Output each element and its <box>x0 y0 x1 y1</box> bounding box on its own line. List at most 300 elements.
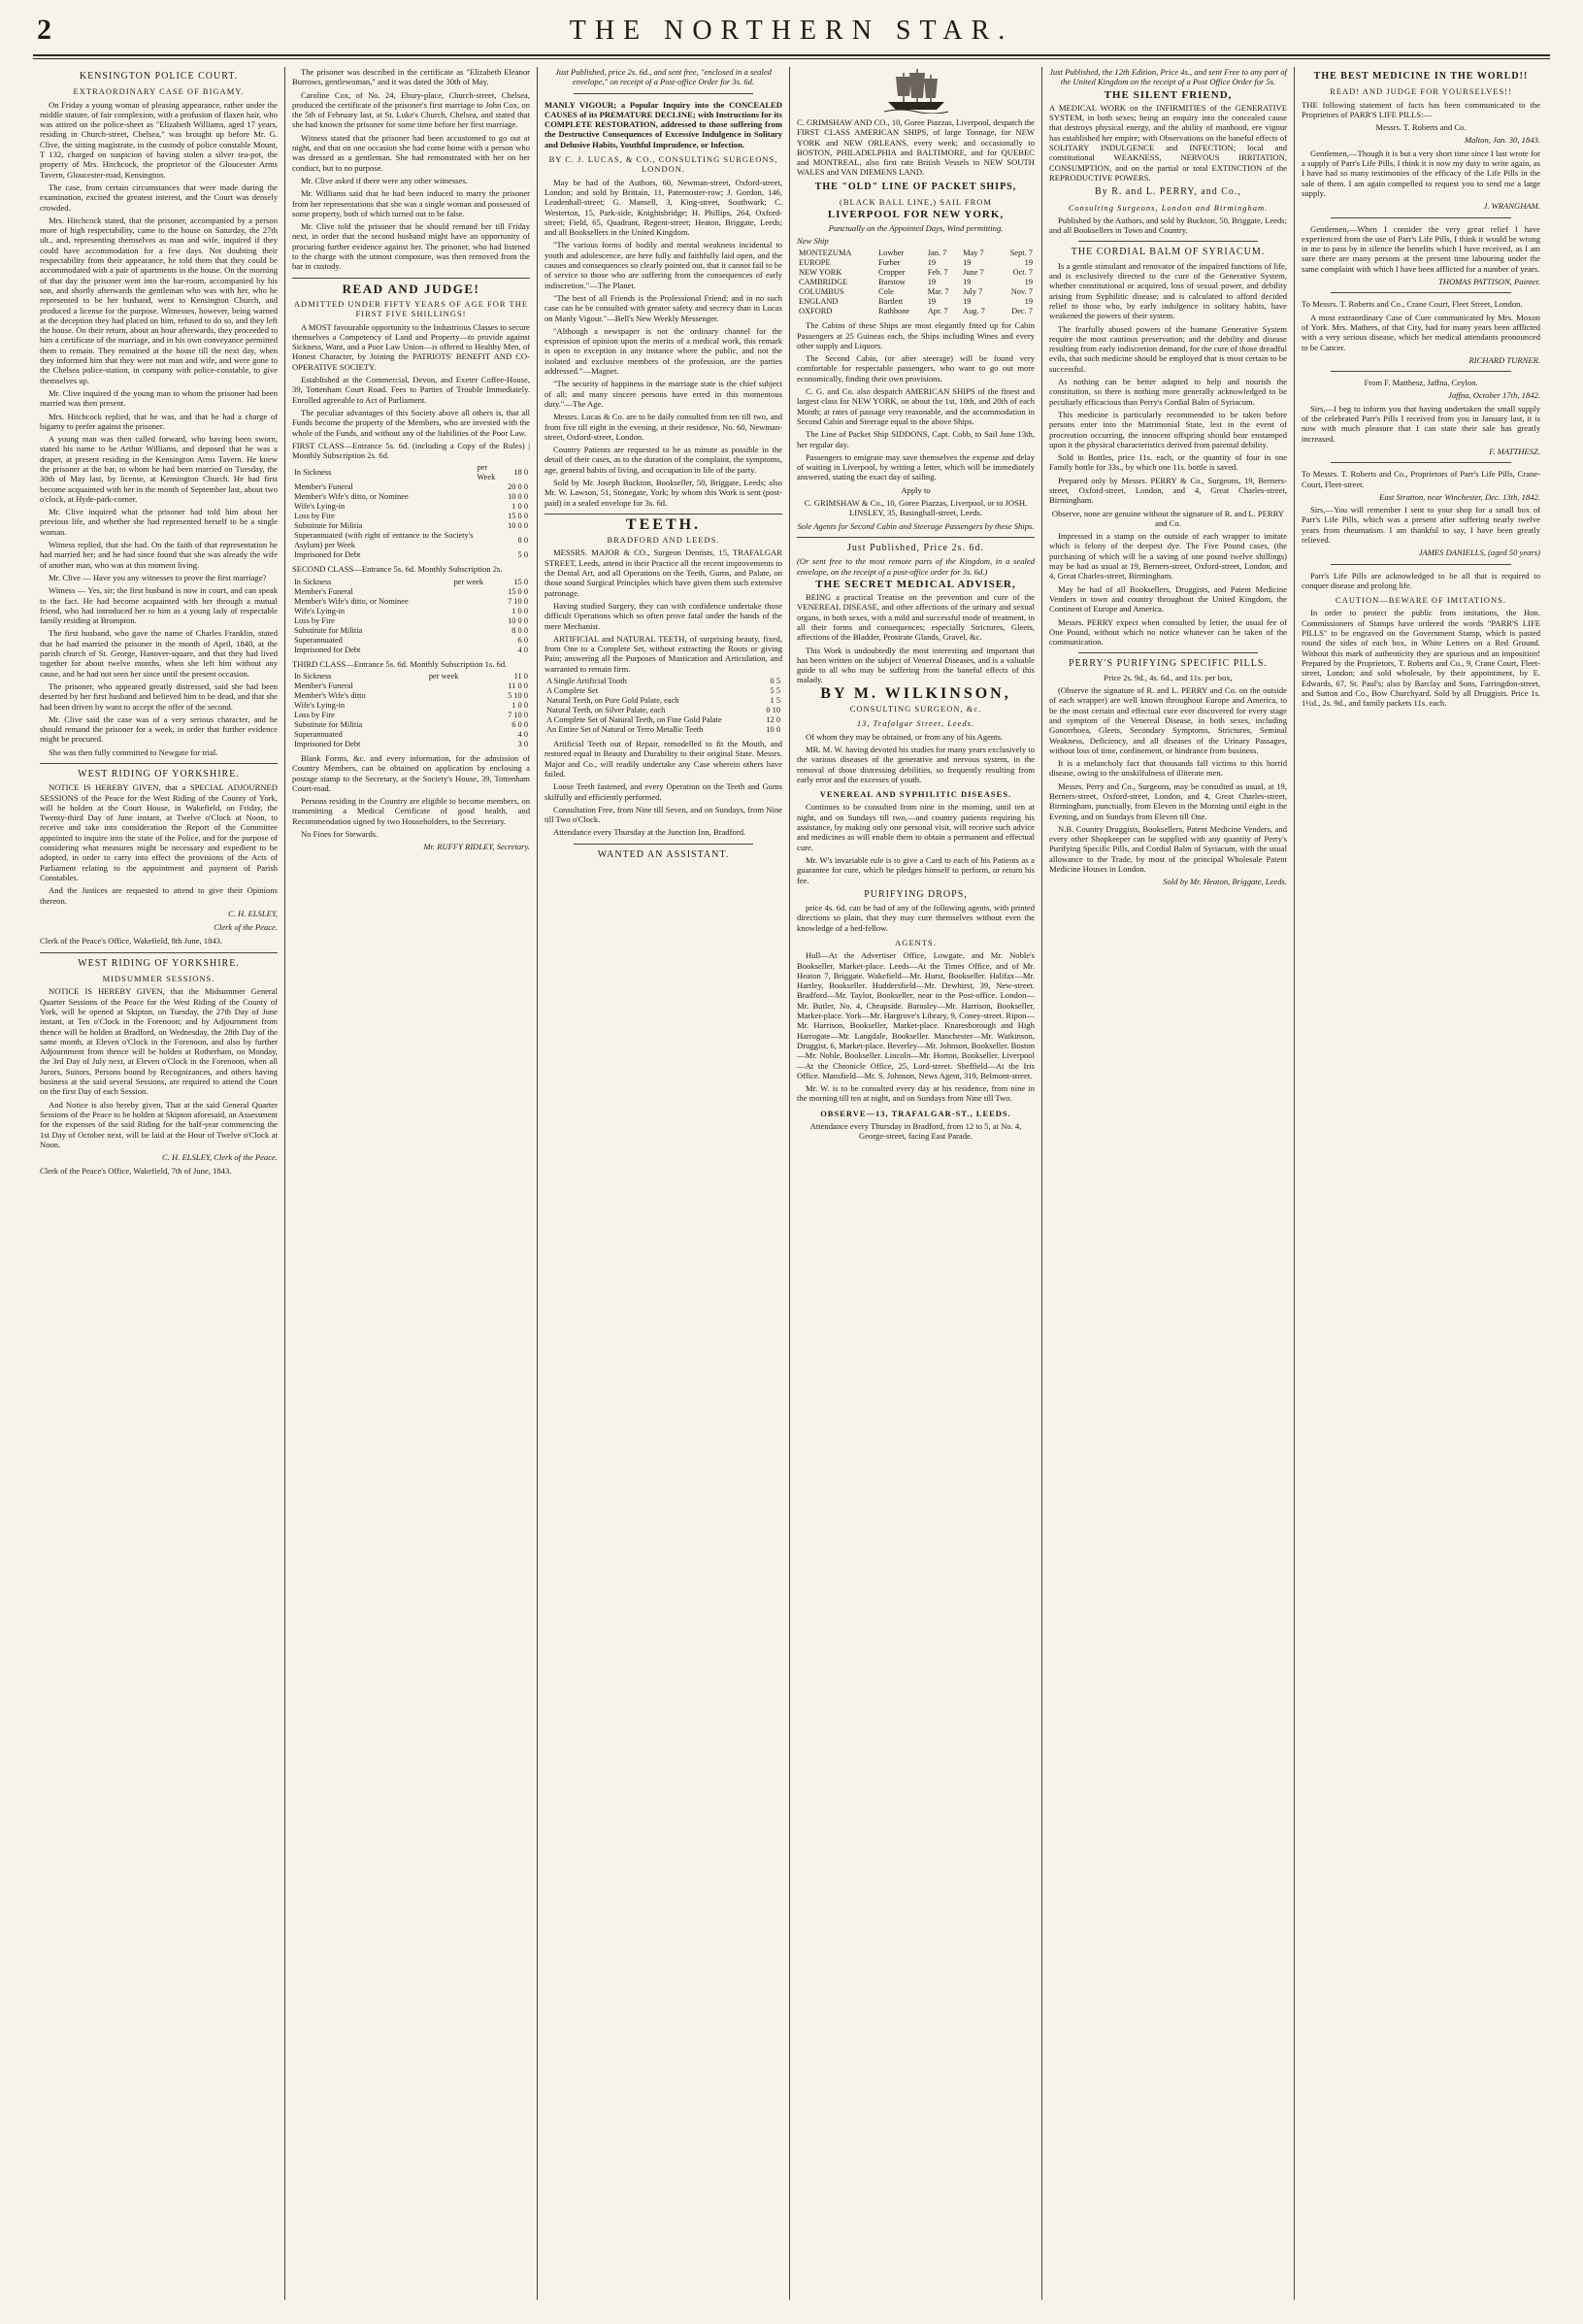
paragraph: Witness stated that the prisoner had been accustomed to go out at night, and that on one occasion she had come home with a person who was dressed as a gentleman. She had remonstrated with her on her conduct, but to no purpose. <box>292 132 530 173</box>
table-cell <box>475 521 506 531</box>
table-cell: per Week <box>477 463 496 482</box>
fee-row <box>292 587 530 597</box>
table-cell: OXFORD <box>799 307 833 316</box>
fee-row <box>292 636 530 646</box>
table-cell: Bartlett <box>878 297 904 307</box>
table-cell: 19 <box>963 258 972 268</box>
teeth-heading: TEETH. <box>625 515 702 533</box>
table-cell: Dec. 7 <box>1011 307 1033 316</box>
book-price: Just Published, Price 2s. 6d. <box>847 542 984 553</box>
table-cell: 4 0 <box>517 729 528 739</box>
ad-paragraph: Established at the Commercial, Devon, and Exeter Coffee-House, 39, Tottenham Court Road. Fees to Parties of Trouble Immediately. Enrolled agreeable to Act of Parliament. <box>292 375 530 405</box>
packet-line-heading: THE "OLD" LINE OF PACKET SHIPS, <box>814 181 1017 192</box>
column-2 <box>285 67 538 2300</box>
letter-body: Gentlemen,—When I consider the very great relief I have experienced from the use of Parr's Life Pills, I think it would be wrong in me to pass by in silence the benefits which I have received, as I am sure there are many persons at the present time labouring under the same complaint with which I have been afflicted for a number of years. <box>1302 223 1540 274</box>
ad-paragraph: "The various forms of bodily and mental weakness incidental to youth and adolescence, are here fully and faithfully laid open, and the causes and consequences so clearly pointed out, that it cannot fail to be of service to those who are suffering from the consequences of early indiscretion."—The Planet. <box>544 240 782 290</box>
notice-paragraph: NOTICE IS HEREBY GIVEN, that the Midsummer General Quarter Sessions of the Peace for the West Riding of the County of York, will be opened at Skipton, on Tuesday, the 27th Day of June instant, at Ten o'Clock in the Forenoon; and by Adjournment from thence will be holden at Bradford, on Wednesday, the 28th Day of the same month, at Eleven o'Clock in the Forenoon, and also by further Adjournment from thence will be holden at Rotherham, on Monday, the 3rd Day of July next, at Eleven o'Clock in the Forenoon, when all Jurors, Suitors, Persons bound by Recognizances, and others having business at the said several Sessions, are required to attend the Court on the first Day of each Session. <box>40 986 278 1097</box>
table-cell: Oct. 7 <box>1012 268 1033 278</box>
price-row <box>544 706 782 715</box>
sold-by: Sold by Mr. Heaton, Briggate, Leeds. <box>1163 877 1287 887</box>
table-cell: Jan. 7 <box>927 249 947 258</box>
table-cell: 8 0 <box>517 536 528 546</box>
table-cell: A Single Artificial Tooth <box>546 677 627 686</box>
paragraph: Mr. Williams said that he had been induced to marry the prisoner from her representations that she was a single woman and possessed of some property, both of which turned out to be false. <box>292 188 530 218</box>
table-cell: 19 <box>927 297 937 307</box>
fee-row <box>292 502 530 512</box>
paragraph: Witness replied, that she had. On the faith of that representation he had married her; and he had since found that she was already the wife of another man, who was at this moment living. <box>40 540 278 570</box>
notice-signature: C. H. ELSLEY, Clerk of the Peace. <box>161 1152 278 1163</box>
teeth-paragraph: MESSRS. MAJOR & CO., Surgeon Dentists, 15, TRAFALGAR STREET, Leeds, attend in their Practice all the recent improvements to the Dental Art, and all Operations on the Teeth, Gums, and Palate, on those sound Surgical Principles which have given them such extensive patronage. <box>544 548 782 598</box>
paragraph: Mr. Clive inquired what the prisoner had told him about her previous life, and whether she had represented herself to be a single woman. <box>40 507 278 537</box>
teeth-paragraph: Consultation Free, from Nine till Seven, and on Sundays, from Nine till Two o'Clock. <box>544 804 782 825</box>
paragraph: Mr. Clive said the case was of a very serious character, and he should remand the prisoner for a week, in order that further evidence might be procured. <box>40 714 278 745</box>
fee-row <box>292 597 530 607</box>
table-cell: An Entire Set of Natural or Terro Metallic Teeth <box>546 725 704 735</box>
balm-heading: THE CORDIAL BALM OF SYRIACUM. <box>1071 247 1266 258</box>
fee-row <box>292 616 530 626</box>
letter-place: Jaffna, October 17th, 1842. <box>1448 390 1540 401</box>
shipping-agent-paragraph: C. GRIMSHAW AND CO., 10, Goree Piazzas, Liverpool, despatch the FIRST CLASS AMERICAN SHIPS, of large Tonnage, for NEW YORK and NEW ORLEANS, every week; and occasionally to BOSTON, PHILADELPHIA and BALTIMORE, and for QUEBEC and MONTREAL, also first rate British Vessels to NEW SOUTH WALES and VAN DIEMENS LAND. <box>797 117 1035 178</box>
authors-sub: Consulting Surgeons, London and Birmingham. <box>1068 202 1269 213</box>
table-cell: CAMBRIDGE <box>799 278 848 287</box>
article-subheading: EXTRAORDINARY CASE OF BIGAMY. <box>73 86 245 97</box>
table-cell: Mar. 7 <box>927 287 949 297</box>
balm-paragraph: As nothing can be better adapted to help and nourish the constitution, so there is nothing more generally acknowledged to be peculiarly efficacious than Perry's Cordial Balm of Syriacum. <box>1049 377 1287 407</box>
table-cell: 11 0 0 <box>508 681 528 690</box>
fee-table-title: FIRST CLASS—Entrance 5s. 6d. (including a Copy of the Rules) | Monthly Subscription 2s. 6d. <box>292 440 530 461</box>
ad-paragraph: A MOST favourable opportunity to the Industrious Classes to secure themselves a Competency of Land and Property—to provide against Sickness, Want, and a Poor Law Union—is offered to Healthy Men, of Honest Character, by Joining the PATRIOTS' BENEFIT AND CO-OPERATIVE SOCIETY. <box>292 321 530 372</box>
ad-paragraph: The peculiar advantages of this Society above all others is, that all Funds become the property of the Members, who are invested with the whole of the Funds, and without any of the liabilities of the Poor Law. <box>292 407 530 438</box>
table-cell: 19 <box>963 297 972 307</box>
letter-body: A most extraordinary Case of Cure communicated by Mrs. Moxon of York. Mrs. Mathers, of that City, had for many years been afflicted with a very serious disease, which her medical attendants pronounced to be Cancer. <box>1302 312 1540 352</box>
table-cell <box>452 636 498 646</box>
letter-recipient: From F. Matthesz, Jaffna, Ceylon. <box>1364 378 1478 388</box>
table-cell: June 7 <box>963 268 984 278</box>
venereal-paragraph: Mr. W's invariable rule is to give a Card to each of his Patients as a guarantee for cure, which he pledges himself to perform, or return his fee. <box>797 854 1035 885</box>
ship-row <box>797 258 1035 268</box>
notice-subheading: MIDSUMMER SESSIONS. <box>102 974 215 984</box>
fee-row <box>292 578 530 587</box>
ad-intro: THE following statement of facts has been communicated to the Proprietors of PARR'S LIFE PILLS:— <box>1302 99 1540 119</box>
table-cell <box>427 701 487 711</box>
table-cell: Furber <box>878 258 901 268</box>
letter-body: Sirs,—You will remember I sent to your shop for a small box of Parr's Life Pills, which was a present after suffering nearly twelve years from rheumatism. I am thankful to say, I have been greatly relieved. <box>1302 505 1540 545</box>
pills-heading: PERRY'S PURIFYING SPECIFIC PILLS. <box>1069 658 1268 670</box>
table-cell <box>452 616 498 626</box>
table-cell <box>427 740 487 749</box>
fee-row <box>292 672 530 681</box>
author-paragraph: Of whom they may be obtained, or from any of his Agents. <box>806 731 1004 742</box>
table-cell <box>452 626 498 636</box>
table-cell: 10 0 0 <box>508 521 528 531</box>
letter-body: Sirs,—I beg to inform you that having undertaken the small supply of the celebrated Parr's Pills I received from you in January last, it is now with much pleasure that I can state their sale has greatly increased. <box>1302 403 1540 444</box>
table-cell: Wife's Lying-in <box>294 502 346 512</box>
column-3 <box>538 67 790 2300</box>
table-cell: Wife's Lying-in <box>294 700 346 710</box>
letter-recipient: Messrs. T. Roberts and Co. <box>1375 122 1467 133</box>
table-cell <box>452 587 498 597</box>
paragraph: Mr. Clive told the prisoner that he should remand her till Friday next, in order that the second husband might have an opportunity of procuring further evidence against her. The prisoner, who had listened to the charge with the utmost composure, was then removed from the bar in custody. <box>292 221 530 272</box>
venereal-paragraph: Continues to be consulted from nine in the morning, until ten at night, and on Sundays till two,—and country patients requiring his assistance, by making only one personal visit, will receive such advice and medicines as will enable them to obtain a permanent and effectual cure. <box>797 802 1035 852</box>
table-cell: Imprisoned for Debt <box>294 550 361 560</box>
table-cell: Substitute for Militia <box>294 521 363 531</box>
book-note: (Or sent free to the most remote parts of the Kingdom, in a sealed envelope, on the receipt of a post-office order for 3s. 6d.) <box>797 556 1035 577</box>
table-cell: 15 0 <box>513 577 528 586</box>
notice-heading: WEST RIDING OF YORKSHIRE. <box>78 769 240 780</box>
table-cell: 5 5 <box>770 686 780 696</box>
table-cell: 15 0 0 <box>508 586 528 596</box>
table-cell: 19 <box>1024 297 1033 307</box>
price-row <box>544 686 782 696</box>
shipping-paragraph: The Cabins of these Ships are most elegantly fitted up for Cabin Passengers at 25 Guineas each, the Ships including Wines and every other supply and Liquors. <box>797 320 1035 350</box>
ad-heading: READ AND JUDGE! <box>342 281 480 296</box>
notice-heading: WEST RIDING OF YORKSHIRE. <box>78 957 240 969</box>
page-number: 2 <box>37 14 51 46</box>
paragraph: The first husband, who gave the name of Charles Franklin, stated that he had married the prisoner in the month of April, 1840, at the parish church of St. George, Hanover-square, and that they had lived together for about twelve months, when she left him without any cause, and he had not seen her since until the present occasion. <box>40 628 278 679</box>
table-cell: Member's Funeral <box>294 681 353 690</box>
table-cell: Sept. 7 <box>1009 249 1033 258</box>
fee-table-title: SECOND CLASS—Entrance 5s. 6d. Monthly Subscription 2s. <box>292 564 503 575</box>
table-cell: Cropper <box>878 268 906 278</box>
paragraph: Mrs. Hitchcock replied, that he was, and that he had a charge of bigamy to prefer against the prisoner. <box>40 411 278 431</box>
packet-line-route: LIVERPOOL FOR NEW YORK, <box>827 209 1005 221</box>
teeth-paragraph: Artificial Teeth out of Repair, remodelled to fit the Mouth, and restored equal in Beauty and Durability to their original State. Messrs. Major and Co., will readily undertake any Case wherein others have failed. <box>544 739 782 779</box>
caution-paragraph: In order to protect the public from imitations, the Hon. Commissioners of Stamps have ordered the words "PARR'S LIFE PILLS" to be engraved on the Government Stamp, which is pasted round the sides of each box, in White Letters on a Red Ground. Without this mark of authenticity they are spurious and an imposition! Prepared by the Proprietors, T. Roberts and Co., 9, Crane Court, Fleet-street, London; and sold wholesale, by their appointment, by E. Edwards, 67, St. Paul's; also by Barclay and Sons, Farringdon-street, and Sutton and Co., Bow Churchyard. Sold by all Druggists. Price 1s. 1½d., 2s. 9d., and family packets 11s. each. <box>1302 608 1540 709</box>
table-cell: Substitute for Militia <box>294 625 363 635</box>
table-cell: July 7 <box>963 287 983 297</box>
letter-signature: J. WRANGHAM. <box>1483 201 1540 212</box>
table-cell: Imprisoned for Debt <box>294 739 361 748</box>
author-address: 13, Trafalgar Street, Leeds. <box>856 718 975 729</box>
table-cell: 19 <box>927 258 937 268</box>
letter-place: East Stratton, near Winchester, Dec. 13th, 1842. <box>1379 491 1540 502</box>
ship-row <box>797 268 1035 278</box>
table-cell: 19 <box>927 278 937 287</box>
authors: By R. and L. PERRY, and Co., <box>1095 186 1241 198</box>
drops-heading: PURIFYING DROPS, <box>864 888 968 900</box>
hours-paragraph: Mr. W. is to be consulted every day at his residence, from nine in the morning till ten at night, and on Sundays from Nine till Two. <box>797 1083 1035 1104</box>
table-cell <box>427 691 487 701</box>
table-cell: Natural Teeth, on Pure Gold Palate, each <box>546 696 679 706</box>
table-cell: 4 0 <box>517 645 528 654</box>
table-cell: Aug. 7 <box>963 307 985 316</box>
letter-body: Gentlemen,—Though it is but a very short time since I last wrote for a supply of Parr's Life Pills, I think it is now my duty to write again, as I have had so many testimonies of the efficacy of the Life Pills in the sale of them. I am again compelled to request you to send me a large supply. <box>1302 148 1540 198</box>
table-cell: Member's Funeral <box>294 482 353 492</box>
price-row <box>544 696 782 706</box>
venereal-heading: VENEREAL AND SYPHILITIC DISEASES. <box>819 789 1012 800</box>
author-title: CONSULTING SURGEON, &c. <box>849 704 982 714</box>
secretary-signature: Mr. RUFFY RIDLEY, Secretary. <box>423 842 530 852</box>
table-cell <box>475 482 506 492</box>
table-cell <box>452 646 498 655</box>
table-cell <box>475 512 506 521</box>
table-cell: EUROPE <box>799 258 831 268</box>
paragraph: The prisoner was described in the certificate as "Elizabeth Eleanor Burrows, gentlewoman," and it was dated the 30th of May. <box>292 67 530 87</box>
observe-signature: Observe, none are genuine without the signature of R. and L. PERRY and Co. <box>1051 508 1285 528</box>
ships-heading: New Ship <box>797 235 829 246</box>
teeth-paragraph: ARTIFICIAL and NATURAL TEETH, of surprising beauty, fixed, from One to a Complete Set, without extracting the Roots or giving Pain; answering all the Purposes of Mastication and Articulation, and warranted to remain firm. <box>544 633 782 674</box>
fee-table-title: THIRD CLASS—Entrance 5s. 6d. Monthly Subscription 1s. 6d. <box>292 658 508 669</box>
ad-intro: Just Published, the 12th Edition, Price 4s., and sent Free to any part of the United Kingdom on the receipt of a Post Office Order for 5s. <box>1049 67 1287 87</box>
book-paragraph: This Work is undoubtedly the most interesting and important that has been written on the subject of Venereal Diseases, and is a valuable guide to all who may be suffering from the baneful effects of this malady. <box>797 645 1035 685</box>
sellers: Published by the Authors, and sold by Buckton, 50, Briggate, Leeds; and all Booksellers in Town and Country. <box>1049 215 1287 236</box>
table-cell <box>475 492 506 502</box>
letter-signature: F. MATTHESZ. <box>1489 446 1540 456</box>
ship-row <box>797 297 1035 307</box>
table-cell: NEW YORK <box>799 268 842 278</box>
pills-paragraph: It is a melancholy fact that thousands fall victims to this horrid disease, owing to the unskilfulness of illiterate men. <box>1049 758 1287 779</box>
table-cell <box>427 720 487 730</box>
teeth-subheading: BRADFORD AND LEEDS. <box>607 535 720 546</box>
ad-paragraph: Persons residing in the Country are eligible to become members, on transmitting a Medical Certificate of good health, and Recommendation signed by two Householders, to the Secretary. <box>292 796 530 826</box>
teeth-paragraph: Having studied Surgery, they can with confidence undertake those difficult Operations which so often prove fatal under the hands of the mere Mechanist. <box>544 600 782 631</box>
table-cell: 7 10 0 <box>508 596 528 606</box>
table-cell: 5 10 0 <box>508 690 528 700</box>
table-cell: Cole <box>878 287 894 297</box>
caution-heading: CAUTION—BEWARE OF IMITATIONS. <box>1336 595 1506 606</box>
balm-paragraph: Impressed in a stamp on the outside of each wrapper to imitate which is felony of the deepest dye. The Five Pound cases, (the purchasing of which will be a saving of one pound twelve shillings) may be had as usual at 19, Berners-street, Oxford-street, London, and 4, Great Charles-street, Birmingham. <box>1049 531 1287 581</box>
table-cell: 1 0 0 <box>511 700 528 710</box>
pills-price: Price 2s. 9d., 4s. 6d., and 11s. per box, <box>1104 672 1233 682</box>
testimonial-letter <box>1302 299 1540 365</box>
table-cell: In Sickness <box>294 671 332 681</box>
sailing-schedule <box>797 249 1035 316</box>
table-cell <box>427 711 487 720</box>
notice-office: Clerk of the Peace. <box>214 922 278 933</box>
balm-paragraph: The fearfully abused powers of the humane Generative System require the most cautious preservation; and the debility and disease resulting from early indiscretion demand, for the cure of those dreadful evils, that such medicine should be employed that is most certain to be successful. <box>1049 323 1287 374</box>
table-cell <box>452 607 498 616</box>
paragraph: Mr. Clive asked if there were any other witnesses. <box>301 175 468 185</box>
closing-paragraph: Parr's Life Pills are acknowledged to be all that is required to conquer disease and prolong life. <box>1302 570 1540 590</box>
table-cell: Loss by Fire <box>294 615 335 625</box>
table-cell: Imprisoned for Debt <box>294 645 361 654</box>
ad-paragraph: "The best of all Friends is the Professional Friend; and in no such case can he be consulted with greater safety and secrecy than in Lucas on Manly Vigour."—Bell's New Weekly Messenger. <box>544 292 782 323</box>
ship-row <box>797 278 1035 287</box>
ship-illustration <box>882 67 950 114</box>
table-cell: Member's Wife's ditto, or Nominee <box>294 492 409 502</box>
table-cell: per week <box>428 671 459 681</box>
table-cell: 11 0 <box>513 671 528 681</box>
shipping-paragraph: The Line of Packet Ship SIDDONS, Capt. Cobb, to Sail June 13th, her regular day. <box>797 429 1035 449</box>
letter-recipient: To Messrs. T. Roberts and Co., Proprietors of Parr's Life Pills, Crane-Court, Fleet-street. <box>1302 469 1540 489</box>
divider <box>40 763 278 764</box>
agents-list: Hull—At the Advertiser Office, Lowgate, and Mr. Noble's Bookseller, Market-place. Leeds—At the Times Office, and of Mr. Heaton 7, Briggate. Wakefield—Mr. Hurst, Bookseller. Halifax—Mr. Hartley, Bookseller. Huddersfield—Mr. Dewhirst, 39, New-street. Bradford—Mr. Taylor, Bookseller, near to the Post-office. London—Mr. Butler, No. 4, Cheapside. Barnsley—Mr. Harrison, Bookseller, Market-place. York—Mr. Hargrove's Library, 9, Coney-street. Ripon—Mr. Harrison, Bookseller, Market-place. Knaresborough and High Harrogate—Mr. Langdale, Bookseller. Manchester—Mr. Watkinson, Druggist, 6, Market-place. Beverley—Mr. Johnson, Bookseller. Boston—Mr. Noble, Bookseller. Lincoln—Mr. Horton, Bookseller. Liverpool—At the Chronicle Office, 25, Lord-street. Sheffield—At the Iris Office. Mansfield—Mr. S. Johnson, News Agent, 319, Belmont-street. <box>797 950 1035 1080</box>
fee-table-first-class <box>292 463 530 560</box>
table-cell: Barstow <box>878 278 906 287</box>
fee-row <box>292 521 530 531</box>
shipping-paragraph: The Second Cabin, (or after steerage) will be found very comfortable for respectable passengers, who want to go out more economically, finding their own provisions. <box>797 353 1035 383</box>
table-cell: 15 0 0 <box>508 512 528 521</box>
notice-paragraph: NOTICE IS HEREBY GIVEN, that a SPECIAL ADJOURNED SESSIONS of the Peace for the West Riding of the County of York, will be holden at the Court House, in Wakefield, on Friday, the Twenty-third Day of June instant, at Twelve o'Clock at Noon, to receive and take into consideration the Report of the Committee appointed to inquire into the state of the Police, and for the purpose of considering what measures might be necessary and expedient to be adopted, in order to carry into effect the provisions of the Acts of Parliament relating to the appointment and payment of Parish Constables. <box>40 782 278 882</box>
book-paragraph: BEING a practical Treatise on the prevention and cure of the VENEREAL DISEASE, and other affections of the urinary and sexual organs, in both sexes, with a mild and successful mode of treatment, in all their forms and consequences; especially Strictures, Gleets, affections of the Bladder, Prostrate Glands, Gravel, &c. <box>797 592 1035 643</box>
ad-subheading: ADMITTED UNDER FIFTY YEARS OF AGE FOR THE FIRST FIVE SHILLINGS! <box>293 298 529 319</box>
table-cell: 7 10 0 <box>508 710 528 719</box>
ad-paragraph: No Fines for Stewards. <box>301 829 379 840</box>
ad-paragraph: Sold by Mr. Joseph Buckton, Bookseller, 50, Briggate, Leeds; also Mr. W. Lawson, 51, Stonegate, York; by whom this Work is sent (post-paid) in a sealed envelope for 3s. 6d. <box>544 477 782 508</box>
ad-paragraph: Country Patients are requested to be as minute as possible in the detail of their cases, as to the duration of the complaint, the symptoms, age, general habits of living, and occupation in life of the party. <box>544 445 782 475</box>
table-cell: COLUMBUS <box>799 287 844 297</box>
table-cell: 10 0 0 <box>508 615 528 625</box>
table-cell: 6 0 0 <box>511 719 528 729</box>
ad-paragraph: Messrs. Lucas & Co. are to be daily consulted from ten till two, and from five till eight in the evening, at their residence, No. 60, Newman-street, Oxford-street, London. <box>544 412 782 442</box>
fee-row <box>292 607 530 616</box>
observe-note: Attendance every Thursday in Bradford, from 12 to 5, at No. 4, George-street, facing East Parade. <box>809 1121 1022 1142</box>
fee-row <box>292 512 530 521</box>
column-6 <box>1295 67 1547 2300</box>
table-cell: 0 5 <box>770 677 780 686</box>
fee-row <box>292 691 530 701</box>
table-cell: Lowber <box>878 249 905 258</box>
table-cell: 8 0 0 <box>511 625 528 635</box>
letter-signature: THOMAS PATTISON, Painter. <box>1437 277 1540 287</box>
paragraph: Mrs. Hitchcock stated, that the prisoner, accompanied by a person more of high respectability, came to the house on Saturday, the 27th ult., and, representing themselves as man and wife, inquired if they could have accommodation for a few days. Not doubting their respectability from their appearance, he told them that they could be accommodated with a pair of apartments in the house. On the morning of that day the prisoner went into the bar-room, accompanied by his son, and shortly afterwards the gentleman who was with her, who he represented to be her husband, went to Kensington Church, and produced a license for the purpose. Witnesses, however, being warned at the deception they had placed on him, refused to do so, and they left the house. On their return, about an hour afterwards, they proceeded to him a certificate of the marriage, and in his own conveyance permitted them to remain. They remained at the house till the next day, when they informed him that they were not man and wife, and were gone to the Chelsea police-station, in company with police-constable, to give themselves up. <box>40 215 278 385</box>
table-cell: 5 0 <box>517 550 528 560</box>
table-cell: 0 10 <box>766 706 780 715</box>
pills-paragraph: N.B. Country Druggists, Booksellers, Patent Medicine Venders, and every other Shopkeeper can be supplied with any quantity of Perry's Purifying Specific Pills, and Cordial Balm of Syriacum, with the usual allowance to the Trade, by most of the principal Wholesale Patent Medicine Houses in London. <box>1049 823 1287 875</box>
table-cell <box>475 502 506 512</box>
paragraph: Caroline Cox, of No. 24, Ebury-place, Church-street, Chelsea, produced the certificate of the prisoner's first marriage to John Cox, on the 5th of February last, at St. Luke's Church, Chelsea, and stated that she had known the prisoner for some time before her first marriage. <box>292 89 530 130</box>
table-cell: MONTEZUMA <box>799 249 852 258</box>
paragraph: Mr. Clive inquired if the young man to whom the prisoner had been married was then present. <box>40 387 278 409</box>
balm-paragraph: Messrs. PERRY expect when consulted by letter, the usual fee of One Pound, without which no notice whatever can be taken of the communication. <box>1049 616 1287 647</box>
table-cell: 1 0 0 <box>511 502 528 512</box>
divider <box>40 952 278 953</box>
testimonial-letter <box>1302 224 1540 287</box>
fee-row <box>292 730 530 740</box>
notice-place: Clerk of the Peace's Office, Wakefield, 7th of June, 1843. <box>40 1166 232 1177</box>
table-cell: Member's Wife's ditto, or Nominee <box>294 596 409 606</box>
ad-paragraph: Blank Forms, &c. and every information, for the admission of Country Members, can be obtained on application by enclosing a postage stamp to the Secretary, at the Society's House, 39, Tottenham Court-road. <box>292 752 530 793</box>
table-cell: 20 0 0 <box>508 482 528 492</box>
table-cell: In Sickness <box>294 468 332 478</box>
packet-line-subheading: (BLACK BALL LINE,) SAIL FROM <box>840 197 992 208</box>
column-1 <box>33 67 285 2300</box>
paragraph: On Friday a young woman of pleasing appearance, rather under the middle stature, of fair complexion, with a profusion of flaxen hair, who was attired on the police-sheet as "Elizabeth Williams, aged 17 years, residing in Church-street, Chelsea," was brought up before Mr. G. Clive, the sitting magistrate, in the custody of police constable Mount, T 132, charged on suspicion of having stolen a silver tea-pot, the property of Mrs. Hitchcock, the proprietor of the Gloucester Arms Tavern, Gloucester-road, Kensington. <box>40 99 278 180</box>
table-cell: Superannuated <box>294 635 343 645</box>
ship-row <box>797 307 1035 316</box>
letter-recipient: To Messrs. T. Roberts and Co., Crane Court, Fleet Street, London. <box>1302 299 1523 310</box>
notice-paragraph: And the Justices are requested to attend to give their Opinions thereon. <box>40 885 278 906</box>
table-cell: Member's Wife's ditto <box>294 690 366 700</box>
table-cell: Feb. 7 <box>927 268 948 278</box>
drops-paragraph: price 4s. 6d. can be had of any of the following agents, with printed directions so plain, that they may cure themselves without even the knowledge of a bed-fellow. <box>797 903 1035 933</box>
letter-place: Malton, Jan. 30, 1843. <box>1464 135 1540 146</box>
table-cell <box>475 531 506 550</box>
table-cell: Rathbone <box>878 307 910 316</box>
fee-row <box>292 463 530 482</box>
table-cell: 18 0 <box>513 468 528 478</box>
balm-paragraph: Is a gentle stimulant and renovator of the impaired functions of life, and is exclusively directed to the cure of the Generative System, whether constitutional or acquired, loss of sexual power, and debility arising from Syphilitic disease; and is calculated to afford decided relief to those who, by early indulgence in solitary habits, have weakened the powers of their system. <box>1049 260 1287 321</box>
table-cell: Superannuated <box>294 729 343 739</box>
price-row <box>544 715 782 725</box>
ad-headline: MANLY VIGOUR; a Popular Inquiry into the CONCEALED CAUSES of its PREMATURE DECLINE; with Instructions for its COMPLETE RESTORATION, addressed to those suffering from the Destructive Consequences of Excessive Indulgence in Solitary and Delusive Habits, Youthful Imprudence, or Infection. <box>544 99 782 149</box>
notice-paragraph: And Notice is also hereby given, That at the said General Quarter Sessions of the Peace to be holden at Skipton aforesaid, an Assessment for the expenses of the said Riding for the half-year commencing the 1st Day of October next, will be laid at the Hour of Twelve o'Clock at Noon. <box>40 1099 278 1149</box>
testimonial-letter <box>1302 378 1540 456</box>
notice-place: Clerk of the Peace's Office, Wakefield, 8th June, 1843. <box>40 936 223 946</box>
column-5 <box>1042 67 1295 2300</box>
table-cell: ENGLAND <box>799 297 839 307</box>
table-cell: per week <box>453 577 484 586</box>
agents-note: Sole Agents for Second Cabin and Steerage Passengers by these Ships. <box>797 520 1035 531</box>
table-cell: 19 <box>1024 258 1033 268</box>
book-title: THE SILENT FRIEND, <box>1104 88 1233 101</box>
pills-paragraph: (Observe the signature of R. and L. PERRY and Co. on the outside of each wrapper) are well known throughout Europe and America, to be the most certain and effectual cure ever discovered for every stage and symptom of the Venereal Disease, in both sexes, including Gonorrhoea, Gleets, Secondary Symptoms, Strictures, Seminal Weakness, Deficiency, and all diseases of the Urinary Passages, without loss of time, confinement, or hindrance from business. <box>1049 685 1287 755</box>
table-cell: Member's Funeral <box>294 586 353 596</box>
table-cell: 10 0 <box>766 725 780 735</box>
paragraph: Witness — Yes, sir; the first husband is now in court, and can speak to the fact. He had become acquainted with her through a mutual friend, who had introduced her to him as a young lady of respectable family residing at Brompton. <box>40 585 278 626</box>
table-cell: In Sickness <box>294 577 332 586</box>
table-cell: 6 0 <box>517 635 528 645</box>
newspaper-title: THE NORTHERN STAR. <box>569 16 1014 46</box>
table-cell: Loss by Fire <box>294 710 335 719</box>
table-cell: Natural Teeth, on Silver Palate, each <box>546 706 666 715</box>
ad-intro: Just Published, price 2s. 6d., and sent free, "enclosed in a sealed envelope," on receipt of a Post-office Order for 3s. 6d. <box>555 67 772 87</box>
fee-row <box>292 740 530 749</box>
fee-table-second-class <box>292 578 530 655</box>
testimonial-letter <box>1302 469 1540 557</box>
ship-row <box>797 249 1035 258</box>
divider <box>292 278 530 279</box>
author-byline: BY M. WILKINSON, <box>820 684 1011 702</box>
ad-paragraph: "Although a newspaper is not the ordinary channel for the expression of opinion upon the merits of a medical work, this remark is open to exception in any instance where the public, and not the isolated and exclusive members of the profession, are the parties addressed."—Magnet. <box>544 325 782 377</box>
table-cell <box>475 550 506 560</box>
table-cell: Nov. 7 <box>1010 287 1033 297</box>
apply-label: Apply to <box>901 484 931 495</box>
ad-subheading: READ! AND JUDGE FOR YOURSELVES!! <box>1330 86 1512 97</box>
balm-paragraph: May be had of all Booksellers, Druggists, and Patent Medicine Venders in town and country throughout the United Kingdom, the Continent of Europe and America. <box>1049 583 1287 614</box>
table-cell: A Complete Set of Natural Teeth, on Fine Gold Palate <box>546 715 722 725</box>
table-cell: 3 0 <box>517 739 528 748</box>
fee-row <box>292 701 530 711</box>
table-cell <box>452 597 498 607</box>
apply-contacts: C. GRIMSHAW & Co., 10, Goree Piazzas, Liverpool, or to JOSH. LINSLEY, 35, Basinghall-street, Leeds. <box>804 498 1028 518</box>
letter-signature: JAMES DANIELLS, (aged 50 years) <box>1418 548 1540 558</box>
price-row <box>544 725 782 735</box>
shipping-paragraph: Passengers to emigrate may save themselves the expense and delay of waiting in Liverpool, by writing a letter, which will be immediately answered, stating the exact day of sailing. <box>797 451 1035 482</box>
article-heading: KENSINGTON POLICE COURT. <box>79 71 239 82</box>
fee-row <box>292 720 530 730</box>
columns <box>33 67 1550 2300</box>
balm-paragraph: Prepared only by Messrs. PERRY & Co., Surgeons, 19, Berners-street, Oxford-street, London, and 4, Great Charles-street, Birmingham. <box>1049 475 1287 506</box>
table-cell: Substitute for Militia <box>294 719 363 729</box>
table-cell: 19 <box>1024 278 1033 287</box>
fee-row <box>292 646 530 655</box>
paragraph: A young man was then called forward, who having been sworn, stated his name to be Arthur Williams, and deposed that he was a draper, at present residing in the Kensington Arms Tavern. He knew the prisoner at the bar, to whom he had been married on Tuesday, the 30th of May last, by license, at Kensington Church. He had first become acquainted with her in the month of September last, about two o'clock, at Hyde-park-corner. <box>40 434 278 504</box>
fee-row <box>292 550 530 560</box>
table-cell: Wife's Lying-in <box>294 606 346 615</box>
shipping-paragraph: C. G. and Co. also despatch AMERICAN SHIPS of the finest and largest class for NEW YORK, on about the 1st, 10th, and 20th of each Month; at rates of passage very reasonable, and the accommodation in Second Cabin and Steerage equal to the above Ships. <box>797 386 1035 426</box>
letter-signature: RICHARD TURNER. <box>1468 354 1540 365</box>
teeth-price-list <box>544 677 782 735</box>
book-title: THE SECRET MEDICAL ADVISER, <box>815 578 1016 590</box>
ship-row <box>797 287 1035 297</box>
table-cell: Superannuated (with right of entrance to the Society's Asylum) per Week <box>294 531 474 550</box>
wanted-heading: WANTED AN ASSISTANT. <box>597 848 730 860</box>
paragraph: Mr. Clive — Have you any witnesses to prove the first marriage? <box>49 572 267 582</box>
table-cell <box>427 681 487 691</box>
fee-row <box>292 681 530 691</box>
book-description: A MEDICAL WORK on the INFIRMITIES of the GENERATIVE SYSTEM, in both sexes; being an enquiry into the concealed cause that destroys physical energy, and the ability of manhood, ere vigour has established her empire; with Observations on the baneful effects of SOLITARY INDULGENCE and INFECTION; local and constitutional WEAKNESS, NERVOUS IRRITATION, CONSUMPTION, and on the partial or total EXTINCTION of the REPRODUCTIVE POWERS. <box>1049 102 1287 183</box>
balm-paragraph: This medicine is particularly recommended to be taken before persons enter into the Matrimonial State, lest in the event of procreation occurring, the innocent offspring should bear enstamped upon it the physical characteristics derived from parental debility. <box>1049 409 1287 449</box>
pills-paragraph: Messrs. Perry and Co., Surgeons, may be consulted as usual, at 19, Berners-street, Oxford-street, London, and 4, Great Charles-street, Birmingham, punctually, from Eleven in the Morning until eight in the Evening, and on Sundays from Eleven till One. <box>1049 780 1287 821</box>
fee-row <box>292 626 530 636</box>
fee-table-third-class <box>292 672 530 749</box>
balm-paragraph: Sold in Bottles, price 11s. each, or the quantity of four in one Family bottle for 33s., by which one 11s. bottle is saved. <box>1049 452 1287 473</box>
ad-paragraph: May be had of the Authors, 60, Newman-street, Oxford-street, London; and sold by Brittain, 11, Paternoster-row; J. Gordon, 146, Leadenhall-street; G. Mansell, 3, King-street, Southwark; C. Westerton, 15, Park-side, Knightsbridge; H. Phillips, 264, Oxford-street; Field, 65, Quadrant, Regent-street; Heaton, Briggate, Leeds; and all Booksellers in the United Kingdom. <box>544 177 782 238</box>
ad-heading: THE BEST MEDICINE IN THE WORLD!! <box>1313 71 1529 82</box>
fee-row <box>292 482 530 492</box>
table-cell: Loss by Fire <box>294 512 335 521</box>
